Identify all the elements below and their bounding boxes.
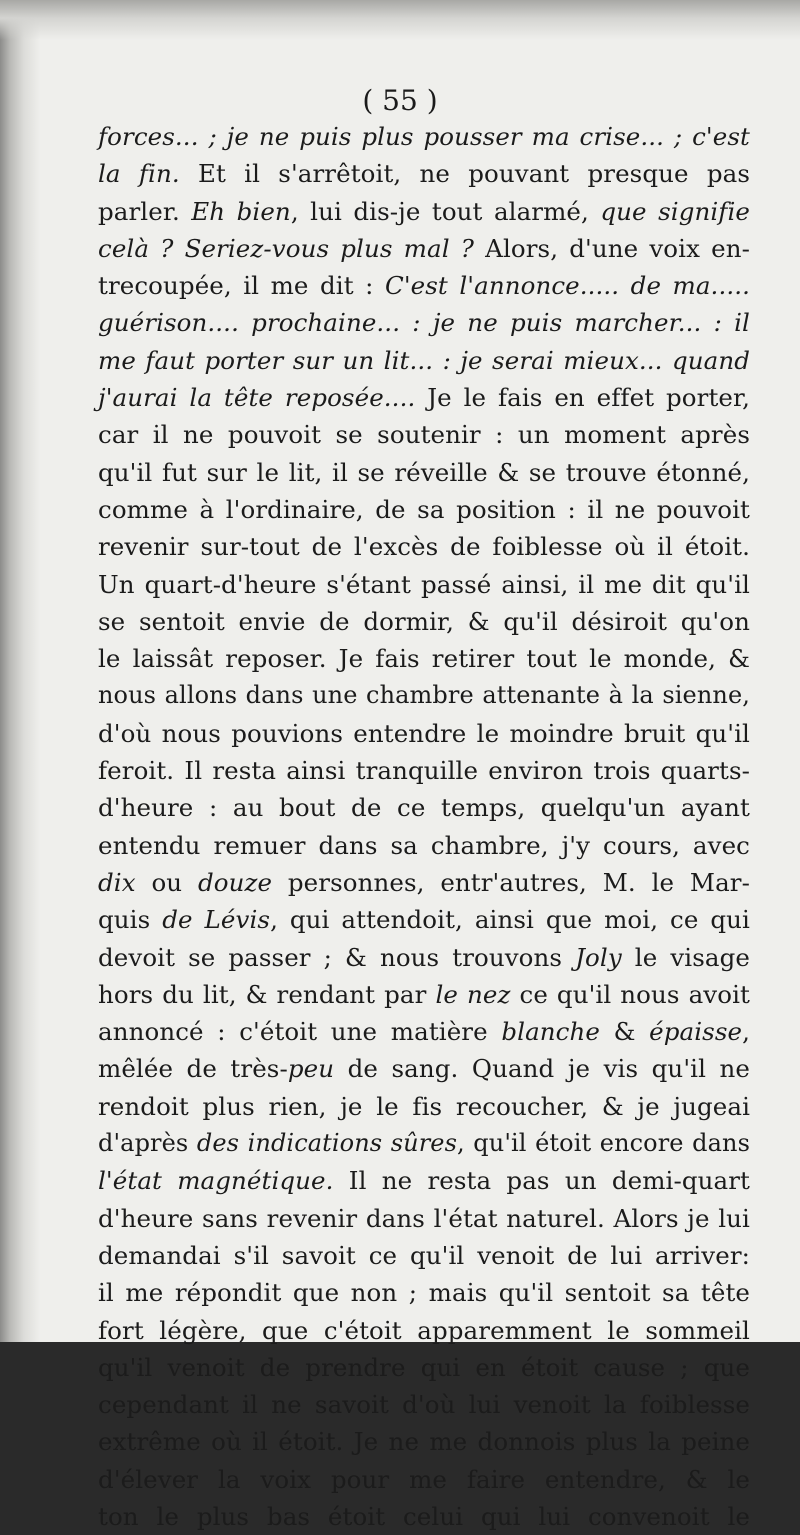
text-segment: devoit se passer ; & nous trouvons	[98, 942, 576, 972]
text-segment: parler.	[98, 196, 192, 226]
text-segment: rendoit plus rien, je le fis recoucher, & je jugeai	[98, 1091, 750, 1121]
text-segment: ce qu'il nous avoit	[510, 979, 750, 1009]
text-segment: fort légère, que c'étoit apparemment le sommeil	[98, 1315, 750, 1345]
text-line	[98, 1162, 750, 1199]
italic-text-segment: blanche	[501, 1017, 600, 1047]
text-line	[98, 1088, 750, 1125]
text-line	[98, 1386, 750, 1423]
text-segment: ,	[742, 1017, 750, 1047]
text-line	[98, 1423, 750, 1460]
text-segment: annoncé : c'étoit une matière	[98, 1017, 502, 1047]
text-segment: mêlée de très-	[98, 1054, 288, 1084]
text-segment: comme à l'ordinaire, de sa position : il ne pouvoit	[98, 494, 750, 524]
page-top-shadow	[0, 0, 800, 40]
italic-text-segment: forces... ; je ne puis plus pousser ma crise... ; c'est	[98, 122, 750, 151]
text-line	[98, 1349, 750, 1386]
text-line	[98, 193, 750, 230]
body-text	[98, 118, 750, 1535]
italic-text-segment: Eh bien	[191, 196, 291, 226]
text-line	[98, 827, 750, 864]
italic-text-segment: C'est l'annonce..... de ma.....	[384, 271, 750, 301]
text-line	[98, 267, 750, 304]
italic-text-segment: que signifie	[600, 196, 750, 226]
italic-text-segment: douze	[197, 867, 273, 897]
text-line	[98, 752, 750, 789]
text-line	[98, 1274, 750, 1311]
italic-text-segment: me faut porter sur un lit... : je serai mieux... quand	[98, 345, 750, 375]
text-line	[98, 789, 750, 826]
text-segment: le laissât reposer. Je fais retirer tout le monde, &	[98, 644, 750, 674]
italic-text-segment: épaisse	[649, 1017, 743, 1047]
text-line	[98, 640, 750, 677]
text-segment: d'heure sans revenir dans l'état naturel. Alors je lui	[98, 1203, 750, 1233]
italic-text-segment: celà ? Seriez-vous plus mal ?	[98, 233, 475, 263]
text-segment: car il ne pouvoit se soutenir : un moment après	[98, 420, 750, 450]
text-line	[98, 1125, 750, 1162]
text-line	[98, 379, 750, 416]
text-segment: de sang. Quand je vis qu'il ne	[334, 1054, 750, 1084]
italic-text-segment: la fin.	[98, 159, 180, 189]
text-line	[98, 566, 750, 603]
text-segment: entendu remuer dans sa chambre, j'y cours, avec	[98, 830, 750, 860]
text-line	[98, 454, 750, 491]
text-segment: ton le plus bas étoit celui qui lui convenoit le	[98, 1501, 750, 1531]
text-segment: il me répondit que non ; mais qu'il sentoit sa tête	[98, 1278, 750, 1308]
text-line	[98, 155, 750, 192]
text-segment: Je le fais en effet porter,	[415, 383, 751, 413]
text-line	[98, 976, 750, 1013]
text-segment: personnes, entr'autres, M. le Mar-	[272, 867, 750, 897]
text-segment: cependant il ne savoit d'où lui venoit la foiblesse	[98, 1390, 750, 1420]
text-segment: d'heure : au bout de ce temps, quelqu'un ayant	[98, 793, 750, 823]
text-line	[98, 1013, 750, 1050]
text-segment: Alors, d'une voix en-	[474, 233, 751, 263]
text-line	[98, 939, 750, 976]
text-segment: le visage	[621, 942, 751, 972]
text-line	[98, 1498, 750, 1535]
text-segment: Il ne resta pas un demi-quart	[333, 1166, 750, 1196]
text-segment: qu'il fut sur le lit, il se réveille & se trouve étonné,	[98, 457, 750, 487]
text-segment: nous allons dans une chambre attenante à la sienne,	[98, 681, 750, 710]
text-line	[98, 1237, 750, 1274]
text-line	[98, 1312, 750, 1349]
page-gutter-shadow	[0, 0, 40, 1342]
text-segment: hors du lit, & rendant par	[98, 979, 436, 1009]
text-line	[98, 864, 750, 901]
text-segment: feroit. Il resta ainsi tranquille environ trois quarts-	[98, 756, 750, 786]
text-segment: d'où nous pouvions entendre le moindre bruit qu'il	[98, 718, 750, 748]
italic-text-segment: Joly	[575, 942, 622, 972]
italic-text-segment: des indications sûres	[196, 1129, 458, 1158]
text-segment: qu'il venoit de prendre qui en étoit cause ; que	[98, 1352, 750, 1382]
italic-text-segment: de Lévis	[162, 905, 271, 935]
italic-text-segment: guérison.... prochaine... : je ne puis marcher... : il	[98, 308, 750, 338]
italic-text-segment: j'aurai la tête reposée....	[98, 383, 416, 413]
text-line	[98, 1050, 750, 1087]
text-line	[98, 230, 750, 267]
text-line	[98, 416, 750, 453]
text-segment: Et il s'arrêtoit, ne pouvant presque pas	[179, 159, 750, 189]
text-segment: quis	[98, 905, 163, 935]
text-segment: , lui dis-je tout alarmé,	[290, 196, 601, 226]
text-segment: &	[599, 1017, 650, 1047]
text-segment: se sentoit envie de dormir, & qu'il désiroit qu'on	[98, 606, 750, 636]
text-segment: d'élever la voix pour me faire entendre, & le	[98, 1464, 750, 1494]
text-line	[98, 1200, 750, 1237]
italic-text-segment: dix	[98, 867, 136, 897]
text-segment: Un quart-d'heure s'étant passé ainsi, il me dit qu'il	[98, 569, 750, 599]
italic-text-segment: peu	[287, 1054, 335, 1084]
text-line	[98, 528, 750, 565]
text-segment: trecoupée, il me dit :	[98, 271, 385, 301]
italic-text-segment: le nez	[435, 979, 511, 1009]
text-line	[98, 491, 750, 528]
page-number: ( 55 )	[362, 84, 438, 117]
text-line	[98, 901, 750, 938]
text-segment: , qu'il étoit encore dans	[457, 1129, 751, 1158]
text-segment: demandai s'il savoit ce qu'il venoit de lui arriver:	[98, 1240, 750, 1270]
italic-text-segment: l'état magnétique.	[98, 1166, 334, 1196]
text-segment: extrême où il étoit. Je ne me donnois plus la peine	[98, 1427, 750, 1457]
text-segment: , qui attendoit, ainsi que moi, ce qui	[270, 905, 750, 935]
text-line	[98, 118, 750, 155]
text-line	[98, 1461, 750, 1498]
text-line	[98, 342, 750, 379]
text-line	[98, 304, 750, 341]
text-segment: d'après	[98, 1129, 197, 1158]
text-line	[98, 677, 750, 714]
text-line	[98, 715, 750, 752]
text-segment: ou	[135, 867, 198, 897]
text-segment: revenir sur-tout de l'excès de foiblesse où il étoit.	[98, 532, 750, 562]
text-line	[98, 603, 750, 640]
